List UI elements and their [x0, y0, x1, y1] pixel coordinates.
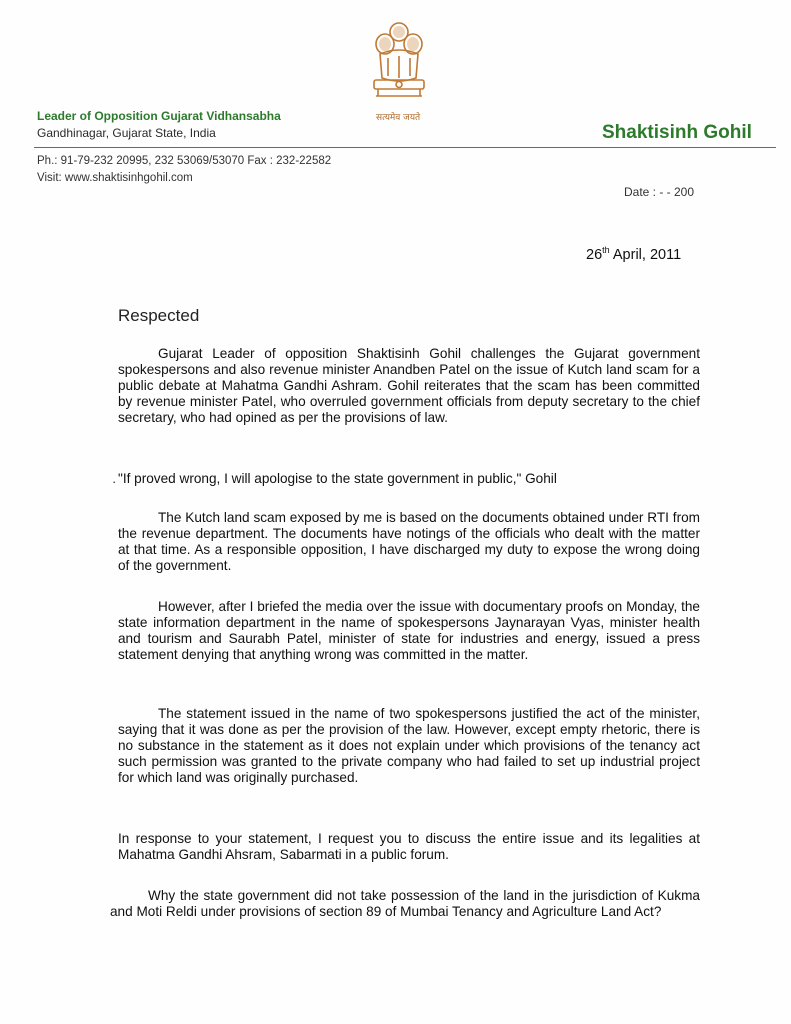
- paragraph-4: However, after I briefed the media over the issue with documentary proofs on Monday, the state information department in the name of spokespersons Jaynarayan Vyas, minister health and tourism and Saurabh Patel, minister of state for industries and energy, issued a press statement denying that anything wrong was committed in the matter.: [118, 599, 700, 662]
- contact-numbers: Ph.: 91-79-232 20995, 232 53069/53070 Fax : 232-22582: [37, 155, 332, 167]
- paragraph-1: Gujarat Leader of opposition Shaktisinh Gohil challenges the Gujarat government spokespersons and also revenue minister Anandben Patel on the issue of Kutch land scam for a public debate at Mahatma Gandhi Ashram. Gohil reiterates that the scam has been committed by revenue minister Patel, who overruled government officials from deputy secretary to the chief secretary, who had opined as per the provisions of law.: [118, 346, 700, 425]
- emblem-motto: सत्यमेव जयते: [376, 113, 421, 123]
- letterhead-date-field: Date : - - 200: [624, 185, 695, 199]
- letter-date: [586, 245, 681, 263]
- salutation: Respected: [118, 306, 200, 325]
- paragraph-7: Why the state government did not take possession of the land in the jurisdiction of Kukma and Moti Reldi under provisions of section 89 of Mumbai Tenancy and Agriculture Land Act?: [110, 888, 700, 919]
- website-line: Visit: www.shaktisinhgohil.com: [37, 172, 193, 184]
- date-rest: April, 2011: [609, 246, 682, 263]
- state-emblem-icon: [366, 18, 432, 118]
- paragraph-3: The Kutch land scam exposed by me is based on the documents obtained under RTI from the revenue department. The documents have notings of the officials who dealt with the matter at that time. As a responsible opposition, I have discharged my duty to expose the wrong doing of the government.: [118, 510, 700, 573]
- office-title: Leader of Opposition Gujarat Vidhansabha: [37, 109, 281, 123]
- bullet-mark: ·: [112, 474, 117, 489]
- date-day: 26: [586, 246, 603, 263]
- sender-name: Shaktisinh Gohil: [602, 122, 752, 143]
- office-address: Gandhinagar, Gujarat State, India: [37, 126, 216, 140]
- paragraph-6: In response to your statement, I request you to discuss the entire issue and its legalities at Mahatma Gandhi Ahsram, Sabarmati in a public forum.: [118, 831, 700, 862]
- letterhead-divider: [34, 147, 776, 148]
- paragraph-5: The statement issued in the name of two spokespersons justified the act of the minister, saying that it was done as per the provision of the law. However, except empty rhetoric, there is no substance in the statement as it does not explain under which provisions of the tenancy act such permission was granted to the private company who had failed to set up industrial project for which land was originally purchased.: [118, 706, 700, 785]
- date-suffix: th: [602, 245, 610, 255]
- paragraph-2: "If proved wrong, I will apologise to the state government in public," Gohil: [118, 471, 557, 486]
